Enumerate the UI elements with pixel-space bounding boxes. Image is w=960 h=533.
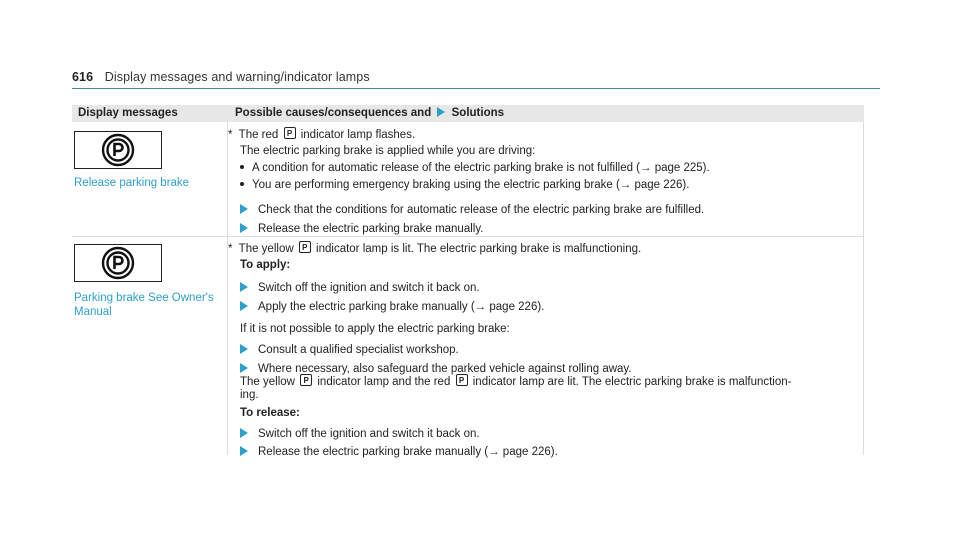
- parking-lamp-icon: [300, 374, 312, 386]
- parking-brake-icon: [101, 246, 135, 280]
- row1-bullet1: A condition for automatic release of the electric parking brake is not fulfilled (→ page 225).: [240, 161, 710, 176]
- row2-to-release: To release:: [240, 407, 300, 419]
- column-header-display-messages: Display messages: [72, 105, 231, 122]
- row1-step2: Release the electric parking brake manually.: [240, 222, 483, 237]
- step-arrow-icon: [240, 282, 248, 292]
- parking-brake-display-icon-2: [74, 244, 162, 282]
- parking-brake-icon: [101, 133, 135, 167]
- column-header-causes: Possible causes/consequences and Solutions: [229, 105, 864, 122]
- row2-line5: If it is not possible to apply the electric parking brake:: [240, 323, 510, 335]
- parking-lamp-icon: [299, 241, 311, 253]
- parking-brake-display-icon: [74, 131, 162, 169]
- row2-step6: Release the electric parking brake manually (→ page 226).: [240, 445, 558, 460]
- release-parking-brake-message: Release parking brake: [74, 177, 190, 189]
- step-arrow-icon: [240, 344, 248, 354]
- row1-step1: Check that the conditions for automatic release of the electric parking brake are fulfilled.: [240, 203, 704, 218]
- page-title: Display messages and warning/indicator lamps: [104, 70, 370, 84]
- step-arrow-icon: [240, 446, 248, 456]
- row1-line2: The electric parking brake is applied while you are driving:: [240, 145, 536, 157]
- step-arrow-icon: [240, 363, 248, 373]
- display-messages-table: [72, 105, 864, 458]
- step-arrow-icon: [240, 428, 248, 438]
- row2-step1: Switch off the ignition and switch it back on.: [240, 281, 480, 296]
- row2-step4: Where necessary, also safeguard the parked vehicle against rolling away.: [240, 362, 632, 377]
- table-right-border: [863, 122, 864, 455]
- row2-step3: Consult a qualified specialist workshop.: [240, 343, 459, 358]
- row2-to-apply: To apply:: [240, 259, 291, 271]
- step-arrow-icon: [240, 204, 248, 214]
- step-arrow-icon: [240, 223, 248, 233]
- step-arrow-icon: [240, 301, 248, 311]
- page-header: [72, 70, 370, 84]
- row2-line9: ing.: [240, 389, 259, 401]
- column-divider: [227, 122, 228, 455]
- row1-line1: * The red P indicator lamp flashes.: [228, 127, 415, 143]
- row1-bullet2: You are performing emergency braking using the electric parking brake (→ page 226).: [240, 178, 689, 193]
- page-number: 616: [72, 70, 94, 84]
- solution-arrow-icon: [437, 107, 445, 117]
- row2-step2: Apply the electric parking brake manually (→ page 226).: [240, 300, 544, 315]
- row2-line8: The yellow P indicator lamp and the red P indicator lamp are lit. The electric parking brake is malfunction-: [240, 374, 791, 390]
- header-rule: [72, 88, 880, 89]
- parking-lamp-icon: [456, 374, 468, 386]
- parking-brake-owners-manual-message: Parking brake See Owner's Manual: [74, 292, 214, 318]
- parking-lamp-icon: [284, 127, 296, 139]
- row2-step5: Switch off the ignition and switch it back on.: [240, 427, 480, 442]
- row2-line1: * The yellow P indicator lamp is lit. The electric parking brake is malfunctioning.: [228, 241, 641, 257]
